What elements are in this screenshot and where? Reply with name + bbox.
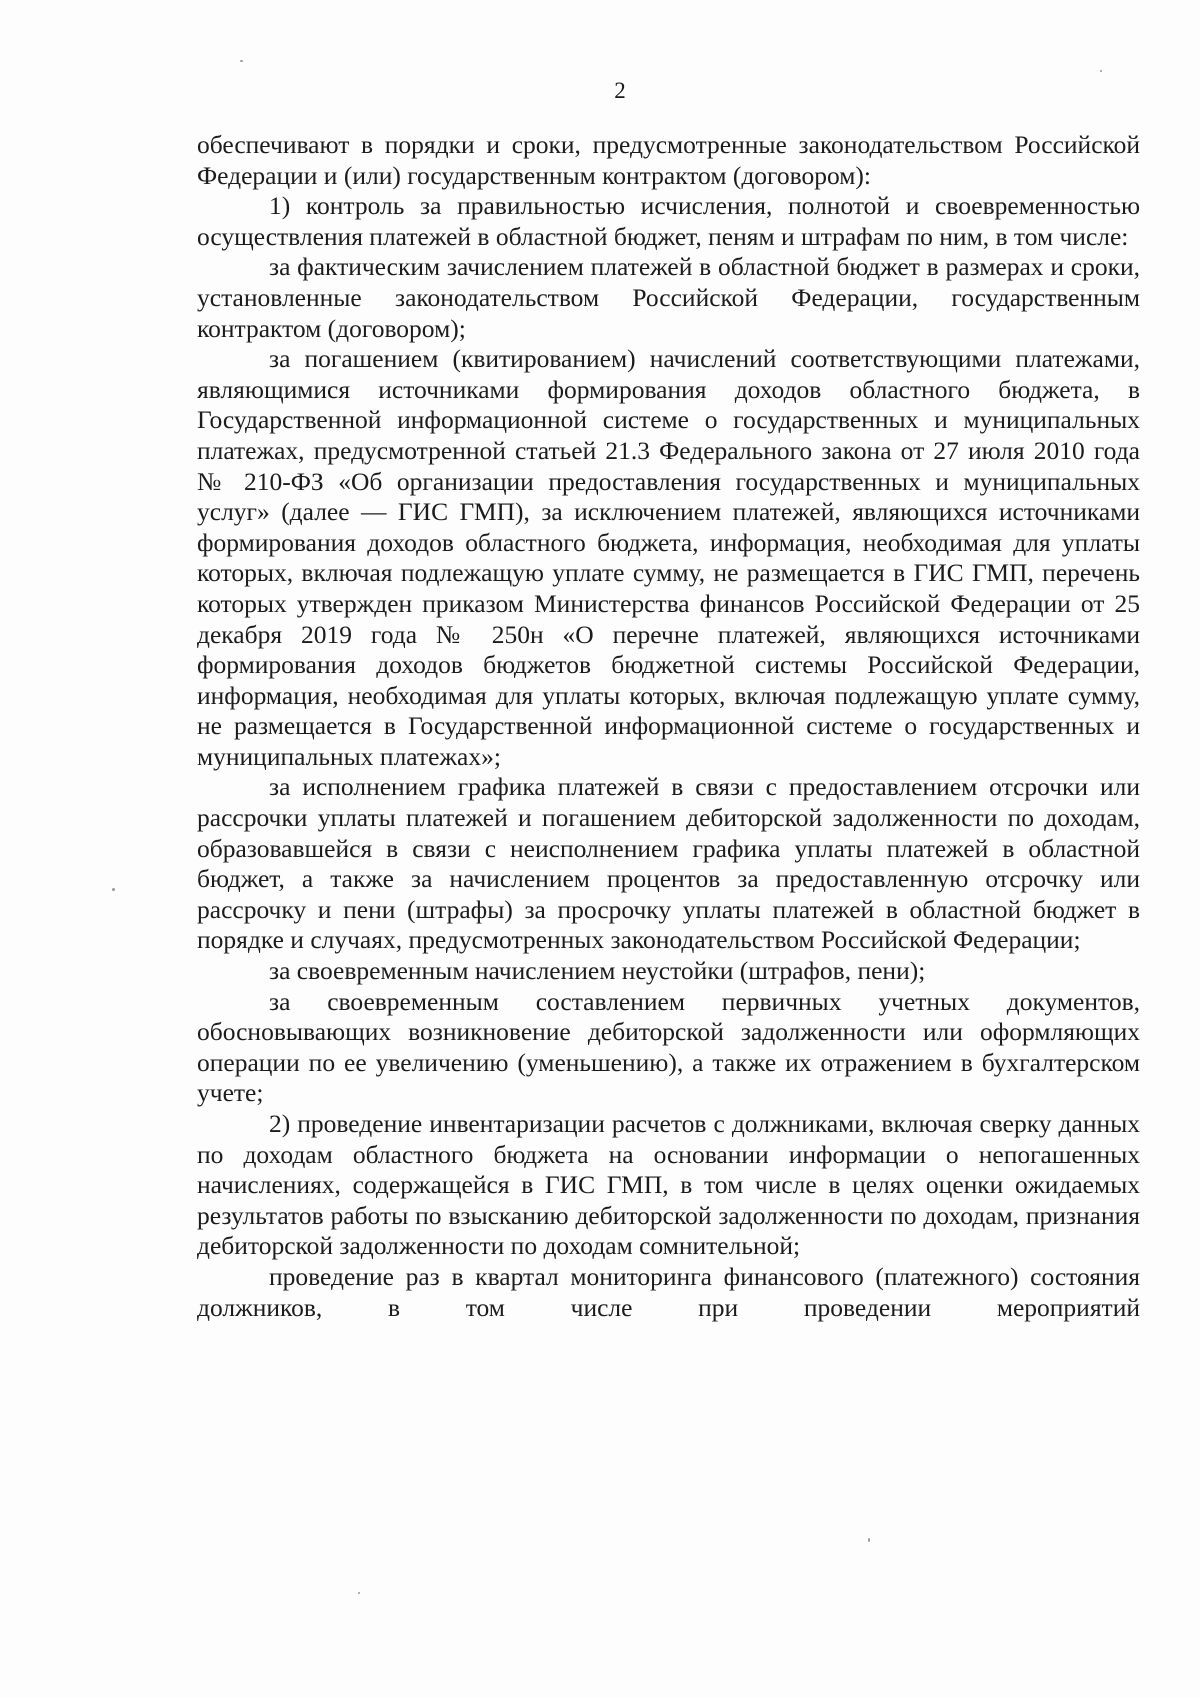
paragraph-intro: обеспечивают в порядки и сроки, предусмотренные законодательством Российской Федерации и (или) государственным контрактом (договором): <box>197 130 1140 190</box>
paragraph-enrollment-control: за фактическим зачислением платежей в областной бюджет в размерах и сроки, установленные законодательством Российской Федерации, государственным контрактом (договором); <box>197 252 1140 343</box>
document-body <box>197 130 1140 1323</box>
scan-speck <box>358 1592 360 1594</box>
paragraph-penalty-accrual: за своевременным начислением неустойки (штрафов, пени); <box>269 956 926 986</box>
scan-speck <box>1100 70 1102 72</box>
scan-speck <box>112 888 115 891</box>
paragraph-gis-gmp: за погашением (квитированием) начислений соответствующими платежами, являющимися источниками формирования доходов областного бюджета, в Государственной информационной системе о государственных и муниципальных платежах, предусмотренной статьей 21.3 Федерального закона от 27 июля 2010 года № 210-ФЗ «Об организации предоставления государственных и муниципальных услуг» (далее — ГИС ГМП), за исключением платежей, являющихся источниками формирования доходов областного бюджета, информация, необходимая для уплаты которых, включая подлежащую уплате сумму, не размещается в ГИС ГМП, перечень которых утвержден приказом Министерства финансов Российской Федерации от 25 декабря 2019 года № 250н «О перечне платежей, являющихся источниками формирования доходов бюджетов бюджетной системы Российской Федерации, информация, необходимая для уплаты которых, включая подлежащую уплате сумму, не размещается в Государственной информационной системе о государственных и муниципальных платежах»; <box>197 344 1140 771</box>
paragraph-primary-documents: за своевременным составлением первичных учетных документов, обосновывающих возникновение дебиторской задолженности или оформляющих операции по ее увеличению (уменьшению), а также их отражением в бухгалтерском учете; <box>197 986 1140 1108</box>
page-number: 2 <box>614 78 626 103</box>
scan-speck <box>240 60 243 62</box>
paragraph-payment-schedule: за исполнением графика платежей в связи с предоставлением отсрочки или рассрочки уплаты платежей и погашением дебиторской задолженности по доходам, образовавшейся в связи с неисполнением графика уплаты платежей в областной бюджет, а также за начислением процентов за предоставленную отсрочку или рассрочку и пени (штрафы) за просрочку уплаты платежей в областной бюджет в порядке и случаях, предусмотренных законодательством Российской Федерации; <box>197 772 1140 955</box>
scan-speck <box>868 1538 870 1542</box>
paragraph-monitoring: проведение раз в квартал мониторинга финансового (платежного) состояния должников, в том числе при проведении мероприятий <box>197 1261 1140 1322</box>
paragraph-item-2: 2) проведение инвентаризации расчетов с должниками, включая сверку данных по доходам областного бюджета на основании информации о непогашенных начислениях, содержащейся в ГИС ГМП, в том числе в целях оценки ожидаемых результатов работы по взысканию дебиторской задолженности по доходам, признания дебиторской задолженности по доходам сомнительной; <box>197 1109 1140 1261</box>
paragraph-item-1: 1) контроль за правильностью исчисления, полнотой и своевременностью осуществления платежей в областной бюджет, пеням и штрафам по ним, в том числе: <box>197 191 1140 251</box>
